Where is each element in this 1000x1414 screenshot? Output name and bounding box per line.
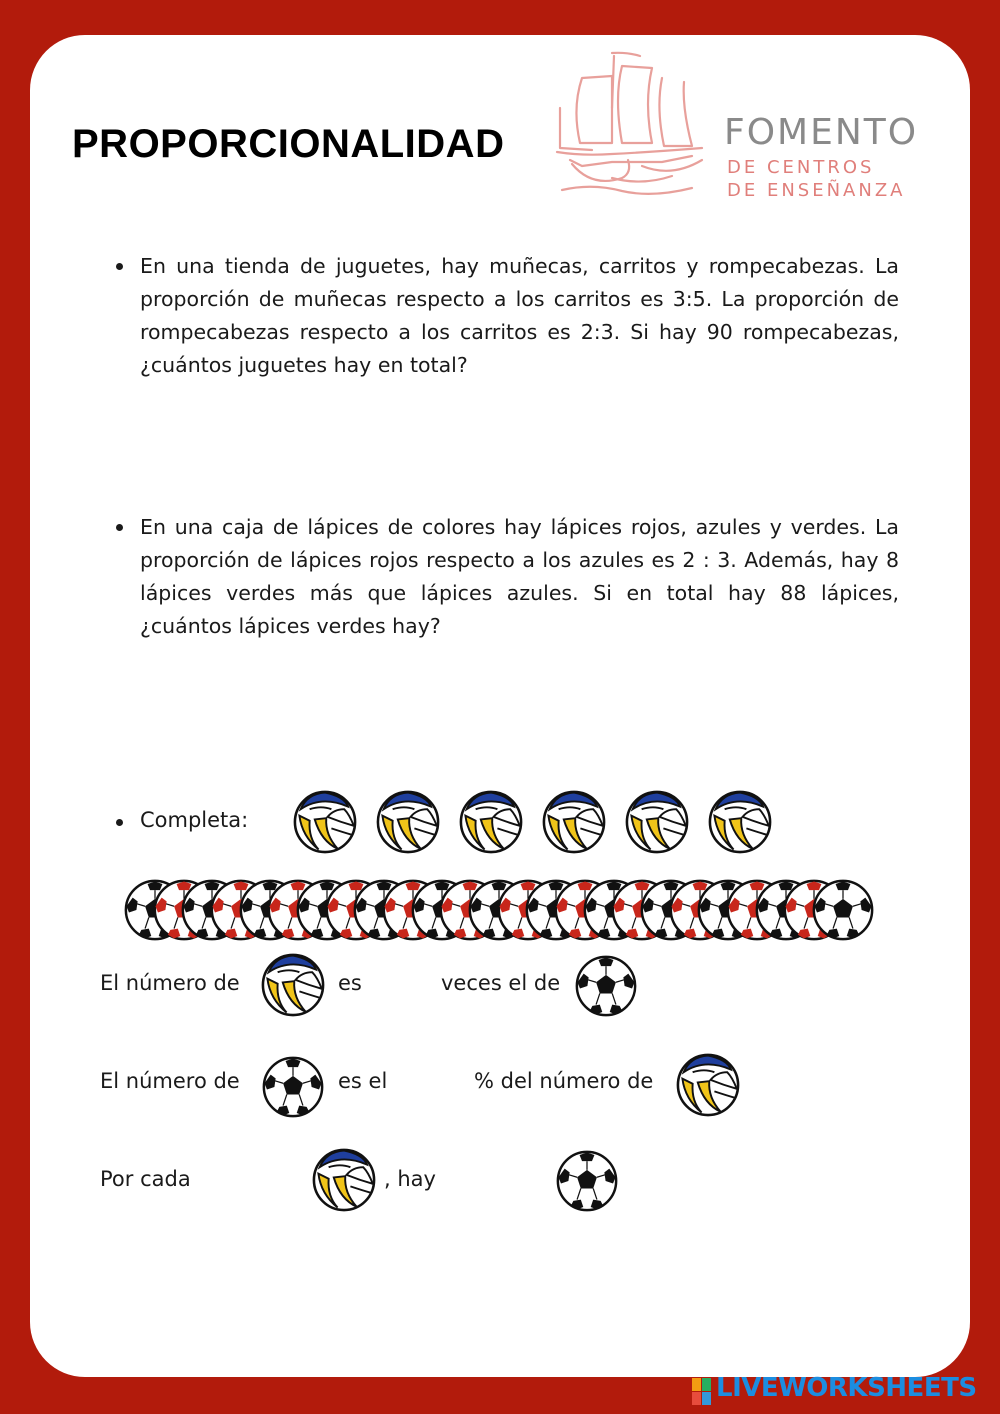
statement-2-part-a: El número de <box>100 1069 240 1093</box>
volleyball-icon <box>708 790 772 854</box>
logo-title: FOMENTO <box>724 112 919 153</box>
statement-2-part-c: % del número de <box>474 1069 654 1093</box>
statement-1-part-b: es <box>338 971 362 995</box>
statement-1-part-a: El número de <box>100 971 240 995</box>
logo-subtitle-line1: DE CENTROS <box>727 157 875 178</box>
ship-logo-icon <box>552 48 712 200</box>
logo-subtitle-line2: DE ENSEÑANZA <box>727 180 906 201</box>
statement-2-part-b: es el <box>338 1069 388 1093</box>
problem-2-text: En una caja de lápices de colores hay lápices rojos, azules y verdes. La proporción de lápices rojos respecto a los azules es 2 : 3. Además, hay 8 lápices verdes más que lápices azules. Si en total hay 88 lápices, ¿cuántos lápices verdes hay? <box>140 515 899 638</box>
bullet <box>116 263 123 270</box>
volleyball-icon <box>676 1053 740 1117</box>
volleyball-icon <box>625 790 689 854</box>
soccer-ball-icon <box>262 1056 324 1118</box>
complete-label: Completa: <box>140 808 249 832</box>
volleyball-icon <box>261 953 325 1017</box>
soccer-ball-icon <box>812 879 874 941</box>
soccer-ball-icon <box>556 1150 618 1212</box>
statement-3-part-a: Por cada <box>100 1167 191 1191</box>
volleyball-icon <box>376 790 440 854</box>
soccer-ball-icon <box>575 955 637 1017</box>
volleyball-icon <box>312 1148 376 1212</box>
liveworksheets-logo-icon <box>692 1378 712 1406</box>
bullet <box>116 819 123 826</box>
footer-brand: LIVEWORKSHEETS <box>716 1373 977 1403</box>
page-title: PROPORCIONALIDAD <box>72 122 505 166</box>
volleyball-icon <box>542 790 606 854</box>
statement-1-part-c: veces el de <box>441 971 561 995</box>
volleyball-icon <box>293 790 357 854</box>
volleyball-icon <box>459 790 523 854</box>
bullet <box>116 524 123 531</box>
statement-3-part-b: , hay <box>384 1167 436 1191</box>
problem-1-text: En una tienda de juguetes, hay muñecas, carritos y rompecabezas. La proporción de muñecas respecto a los carritos es 3:5. La proporción de rompecabezas respecto a los carritos es 2:3. Si hay 90 rompecabezas, ¿cuántos juguetes hay en total? <box>140 254 899 377</box>
